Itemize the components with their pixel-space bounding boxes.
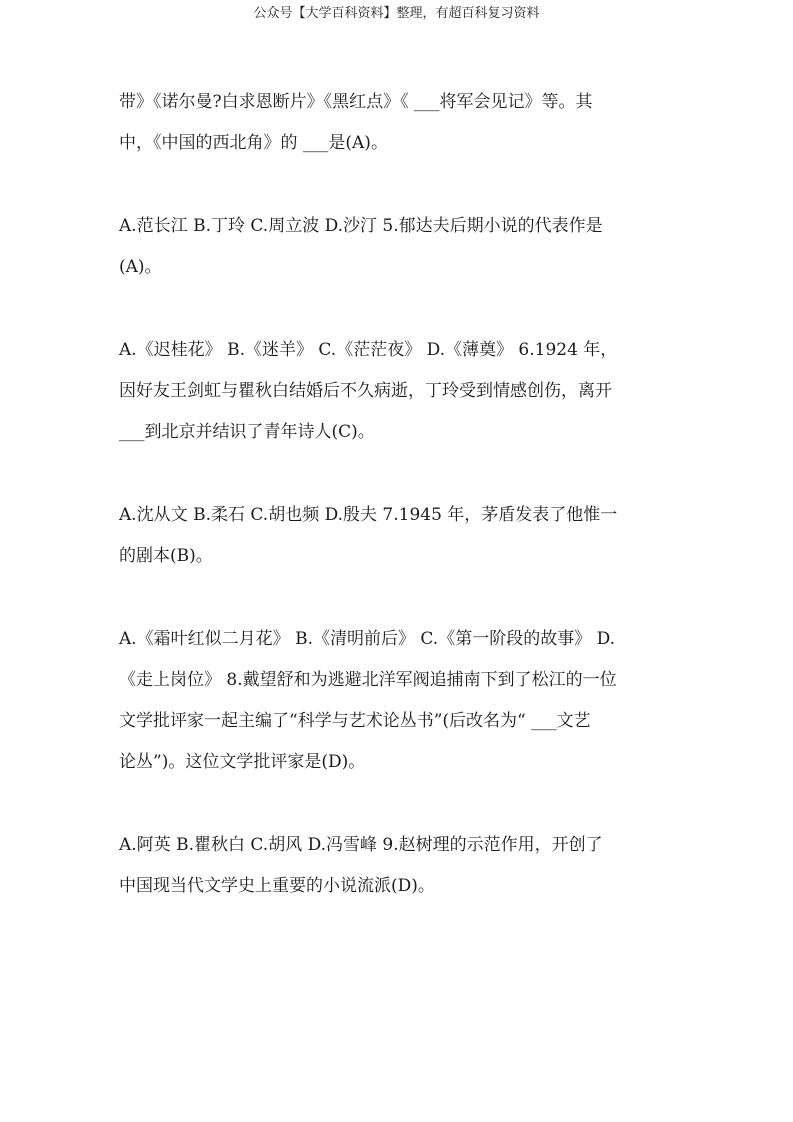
text-line: 论丛”)。这位文学批评家是(D)。 [119, 752, 366, 772]
text-line: 的剧本(B)。 [119, 546, 213, 566]
text-line: 《走上岗位》 8.戴望舒和为逃避北洋军阀追捕南下到了松江的一位 [119, 670, 617, 690]
paragraph-2 [119, 206, 679, 288]
text-line: 中，《中国的西北角》的 ___是(A)。 [119, 133, 388, 153]
paragraph-6 [119, 825, 679, 907]
text-line: 文学批评家一起主编了“科学与艺术论丛书”(后改名为“ ___文艺 [119, 711, 591, 731]
paragraph-3 [119, 330, 679, 453]
text-line: A.沈从文 B.柔石 C.胡也频 D.殷夫 7.1945 年，茅盾发表了他惟一 [119, 505, 618, 525]
text-line: 带》《诺尔曼?白求恩断片》《黑红点》《 ___将军会见记》等。其 [119, 92, 593, 112]
paragraph-5 [119, 619, 679, 783]
document-body [119, 82, 679, 949]
text-line: A.《霜叶红似二月花》 B.《清明前后》 C.《第一阶段的故事》 D. [119, 629, 616, 649]
text-line: 因好友王剑虹与瞿秋白结婚后不久病逝，丁玲受到情感创伤，离开 [119, 381, 612, 401]
text-line: A.范长江 B.丁玲 C.周立波 D.沙汀 5.郁达夫后期小说的代表作是 [119, 216, 603, 236]
text-line: ___到北京并结识了青年诗人(C)。 [119, 422, 375, 442]
text-line: A.《迟桂花》 B.《迷羊》 C.《茫茫夜》 D.《薄奠》 6.1924 年， [119, 340, 618, 360]
paragraph-1 [119, 82, 679, 164]
page-header: 公众号【大学百科资料】整理，有超百科复习资料 [253, 6, 540, 21]
text-line: (A)。 [119, 257, 162, 277]
paragraph-4 [119, 495, 679, 577]
text-line: A.阿英 B.瞿秋白 C.胡风 D.冯雪峰 9.赵树理的示范作用，开创了 [119, 835, 603, 855]
text-line: 中国现当代文学史上重要的小说流派(D)。 [119, 876, 435, 896]
